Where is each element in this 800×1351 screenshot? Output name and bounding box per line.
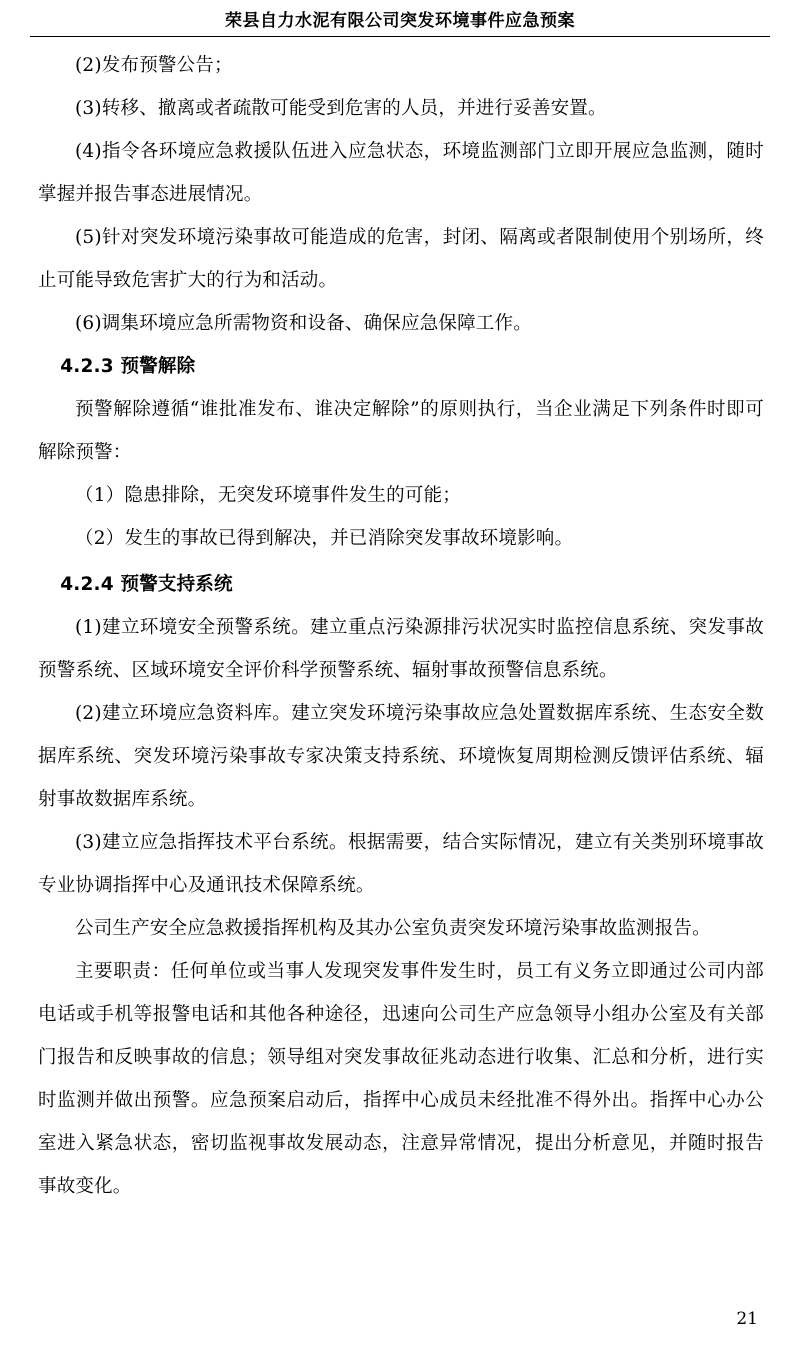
- paragraph: (3)建立应急指挥技术平台系统。根据需要，结合实际情况，建立有关类别环境事故专业协调指挥中心及通讯技术保障系统。: [38, 832, 764, 896]
- header-title: 荣县自力水泥有限公司突发环境事件应急预案: [225, 11, 575, 31]
- paragraph: （1）隐患排除，无突发环境事件发生的可能；: [75, 485, 461, 506]
- page-content: [38, 44, 764, 1208]
- paragraph: (2)建立环境应急资料库。建立突发环境污染事故应急处置数据库系统、生态安全数据库系统、突发环境污染事故专家决策支持系统、环境恢复周期检测反馈评估系统、辐射事故数据库系统。: [38, 703, 764, 810]
- paragraph: 主要职责：任何单位或当事人发现突发事件发生时，员工有义务立即通过公司内部电话或手机等报警电话和其他各种途径，迅速向公司生产应急领导小组办公室及有关部门报告和反映事故的信息；领导组对突发事故征兆动态进行收集、汇总和分析，进行实时监测并做出预警。应急预案启动后，指挥中心成员未经批准不得外出。指挥中心办公室进入紧急状态，密切监视事故发展动态，注意异常情况，提出分析意见，并随时报告事故变化。: [38, 961, 764, 1197]
- paragraph: （2）发生的事故已得到解决，并已消除突发事故环境影响。: [75, 528, 574, 549]
- paragraph: (5)针对突发环境污染事故可能造成的危害，封闭、隔离或者限制使用个别场所，终止可能导致危害扩大的行为和活动。: [38, 227, 764, 291]
- paragraph: (3)转移、撤离或者疏散可能受到危害的人员，并进行妥善安置。: [75, 98, 607, 119]
- page-footer: [0, 1309, 800, 1329]
- section-heading-4-2-4: 4.2.4 预警支持系统: [60, 574, 233, 595]
- paragraph: (1)建立环境安全预警系统。建立重点污染源排污状况实时监控信息系统、突发事故预警系统、区域环境安全评价科学预警系统、辐射事故预警信息系统。: [38, 617, 764, 681]
- paragraph: (2)发布预警公告；: [75, 55, 233, 76]
- page-number: 21: [736, 1309, 758, 1329]
- paragraph: 公司生产安全应急救援指挥机构及其办公室负责突发环境污染事故监测报告。: [75, 918, 711, 939]
- paragraph: (6)调集环境应急所需物资和设备、确保应急保障工作。: [75, 313, 532, 334]
- section-heading-4-2-3: 4.2.3 预警解除: [60, 356, 196, 377]
- paragraph: (4)指令各环境应急救援队伍进入应急状态，环境监测部门立即开展应急监测，随时掌握并报告事态进展情况。: [38, 141, 764, 205]
- paragraph: 预警解除遵循“谁批准发布、谁决定解除”的原则执行，当企业满足下列条件时即可解除预警：: [38, 399, 764, 463]
- header-divider: [30, 36, 770, 37]
